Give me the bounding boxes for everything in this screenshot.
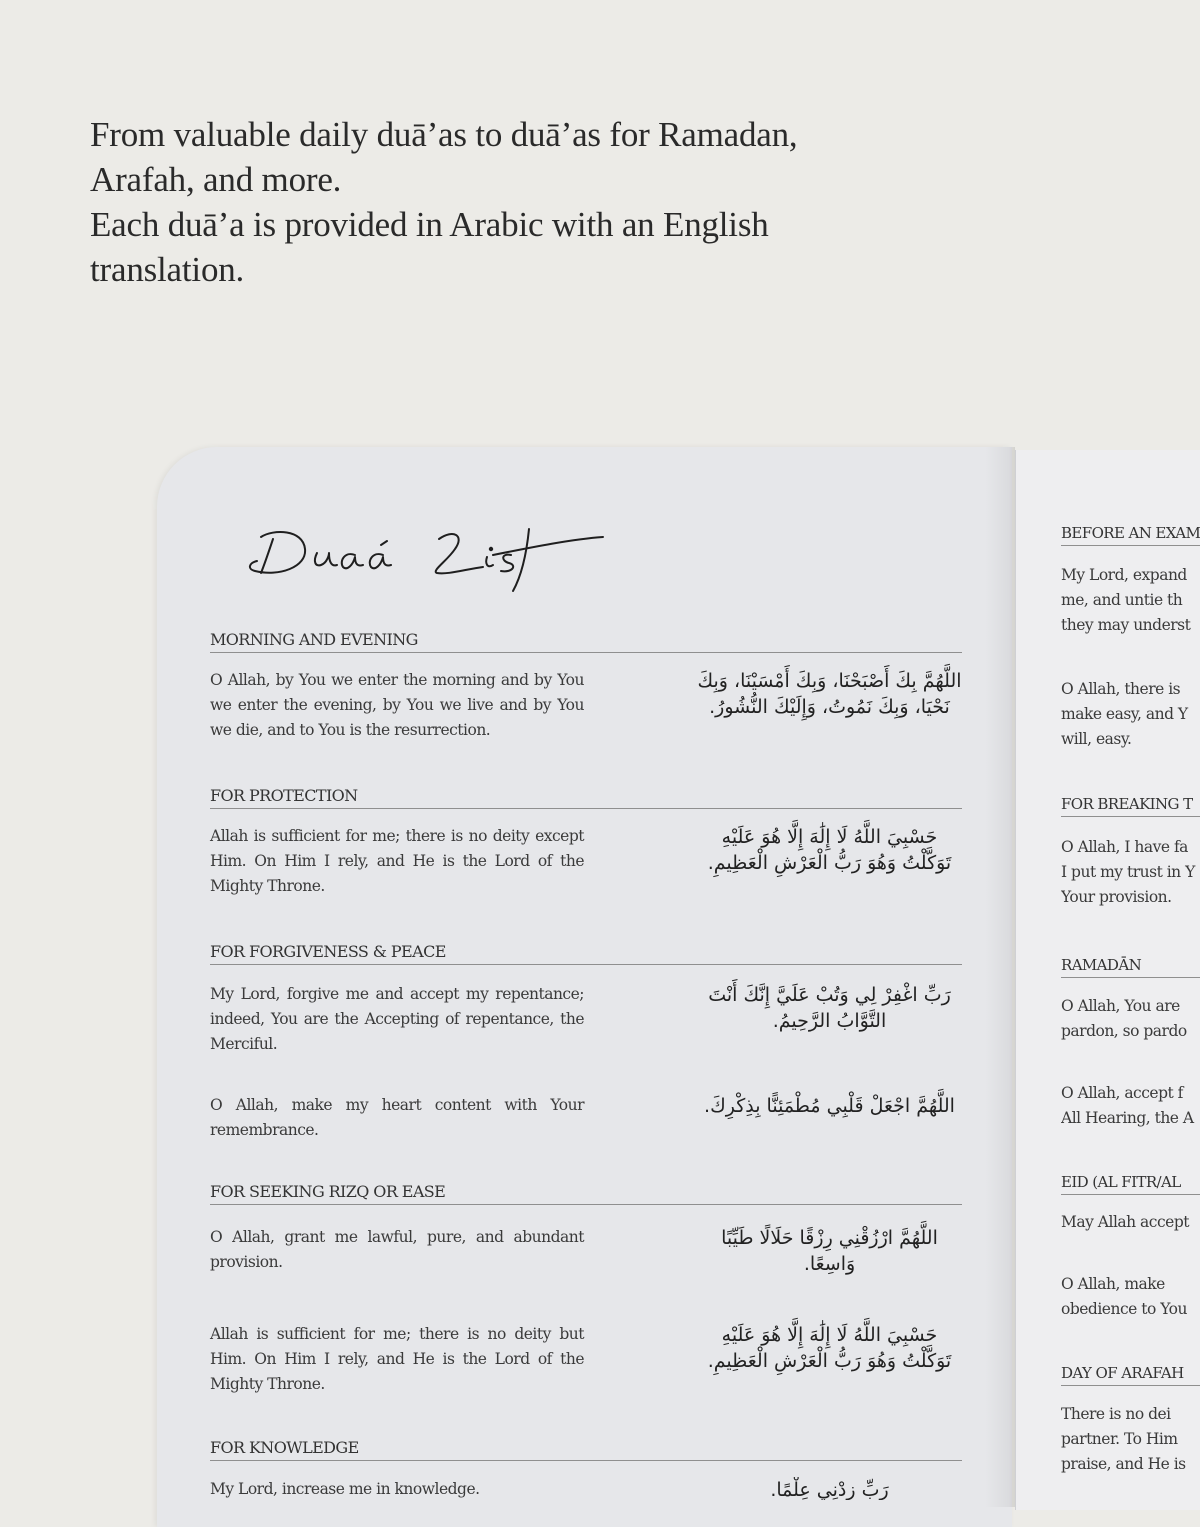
section-heading-knowledge: FOR KNOWLEDGE — [210, 1438, 962, 1461]
right-text-line: May Allah accept — [1061, 1213, 1189, 1231]
right-text-line: praise, and He is — [1061, 1455, 1186, 1473]
right-text-line: My Lord, expand — [1061, 566, 1187, 584]
dua-english: O Allah, grant me lawful, pure, and abundant provision. — [210, 1228, 584, 1271]
right-text-line: I put my trust in Y — [1061, 863, 1195, 881]
intro-line-4: translation. — [90, 250, 245, 289]
section-heading-morning-evening: MORNING AND EVENING — [210, 630, 962, 653]
right-text-line: O Allah, accept f — [1061, 1084, 1183, 1102]
right-text-line: There is no dei — [1061, 1405, 1171, 1423]
intro-line-3: Each duā’a is provided in Arabic with an English — [90, 205, 769, 244]
right-section-heading: DAY OF ARAFAH — [1061, 1364, 1200, 1386]
right-text-line: partner. To Him — [1061, 1430, 1178, 1448]
right-section-heading: FOR BREAKING T — [1061, 795, 1200, 817]
dua-english: O Allah, make my heart content with Your remembrance. — [210, 1096, 584, 1139]
right-text-line: me, and untie th — [1061, 591, 1183, 609]
right-section-heading: EID (AL FITR/AL — [1061, 1173, 1200, 1195]
right-text-line: make easy, and Y — [1061, 705, 1188, 723]
intro-line-2: Arafah, and more. — [90, 160, 342, 199]
book-gutter — [985, 447, 1015, 1507]
dua-list-title — [243, 515, 623, 605]
dua-entry — [210, 1477, 962, 1500]
dua-entry — [210, 982, 962, 1062]
right-text-line: O Allah, make — [1061, 1275, 1165, 1293]
dua-arabic: اللَّهُمَّ ارْزُقْنِي رِزْقًا حَلَالًا طَيِّبًا وَاسِعًا. — [721, 1227, 938, 1275]
right-text-line: pardon, so pardo — [1061, 1022, 1187, 1040]
section-heading-protection: FOR PROTECTION — [210, 786, 962, 809]
dua-entry — [210, 824, 962, 904]
right-text-line: O Allah, You are — [1061, 997, 1180, 1015]
dua-arabic: رَبِّ زِدْنِي عِلْمًا. — [770, 1479, 889, 1500]
dua-english: My Lord, forgive me and accept my repentance; indeed, You are the Accepting of repentance, the Merciful. — [210, 985, 584, 1053]
dua-entry — [210, 668, 962, 748]
dua-arabic: حَسْبِيَ اللَّهُ لَا إِلَٰهَ إِلَّا هُوَ عَلَيْهِ تَوَكَّلْتُ وَهُوَ رَبُّ الْعَرْشِ الْعَظِيمِ. — [707, 1324, 952, 1372]
dua-entry — [210, 1322, 962, 1402]
dua-arabic: حَسْبِيَ اللَّهُ لَا إِلَٰهَ إِلَّا هُوَ عَلَيْهِ تَوَكَّلْتُ وَهُوَ رَبُّ الْعَرْشِ الْعَظِيمِ. — [707, 826, 952, 874]
right-text-line: All Hearing, the A — [1061, 1109, 1194, 1127]
section-heading-rizq-ease: FOR SEEKING RIZQ OR EASE — [210, 1182, 962, 1205]
dua-english: O Allah, by You we enter the morning and by You we enter the evening, by You we live and by You we die, and to You is the resurrection. — [210, 671, 584, 739]
intro-text — [90, 112, 850, 292]
dua-entry — [210, 1093, 962, 1173]
section-heading-forgiveness-peace: FOR FORGIVENESS & PEACE — [210, 942, 962, 965]
dua-entry — [210, 1225, 962, 1305]
right-section-heading: RAMADĀN — [1061, 956, 1200, 978]
right-text-line: will, easy. — [1061, 730, 1132, 748]
dua-arabic: اللَّهُمَّ اجْعَلْ قَلْبِي مُطْمَئِنًّا بِذِكْرِكَ. — [704, 1095, 955, 1117]
right-text-line: obedience to You — [1061, 1300, 1187, 1318]
intro-line-1: From valuable daily duā’as to duā’as for Ramadan, — [90, 115, 798, 154]
right-text-line: they may underst — [1061, 616, 1191, 634]
dua-english: Allah is sufficient for me; there is no deity but Him. On Him I rely, and He is the Lord of the Mighty Throne. — [210, 1325, 584, 1393]
dua-list-script-signature — [243, 515, 623, 605]
right-text-line: O Allah, there is — [1061, 680, 1181, 698]
dua-arabic: رَبِّ اغْفِرْ لِي وَتُبْ عَلَيَّ إِنَّكَ أَنْتَ التَّوَّابُ الرَّحِيمُ. — [708, 984, 951, 1032]
dua-english: Allah is sufficient for me; there is no deity except Him. On Him I rely, and He is the Lord of the Mighty Throne. — [210, 827, 584, 895]
dua-arabic: اللَّهُمَّ بِكَ أَصْبَحْنَا، وَبِكَ أَمْسَيْنَا، وَبِكَ نَحْيَا، وَبِكَ نَمُوتُ، وَإِلَيْكَ النُّشُورُ. — [697, 670, 962, 718]
right-text-line: Your provision. — [1061, 888, 1172, 906]
right-section-heading: BEFORE AN EXAM — [1061, 524, 1200, 546]
dua-english: My Lord, increase me in knowledge. — [210, 1480, 480, 1498]
right-text-line: O Allah, I have fa — [1061, 838, 1188, 856]
